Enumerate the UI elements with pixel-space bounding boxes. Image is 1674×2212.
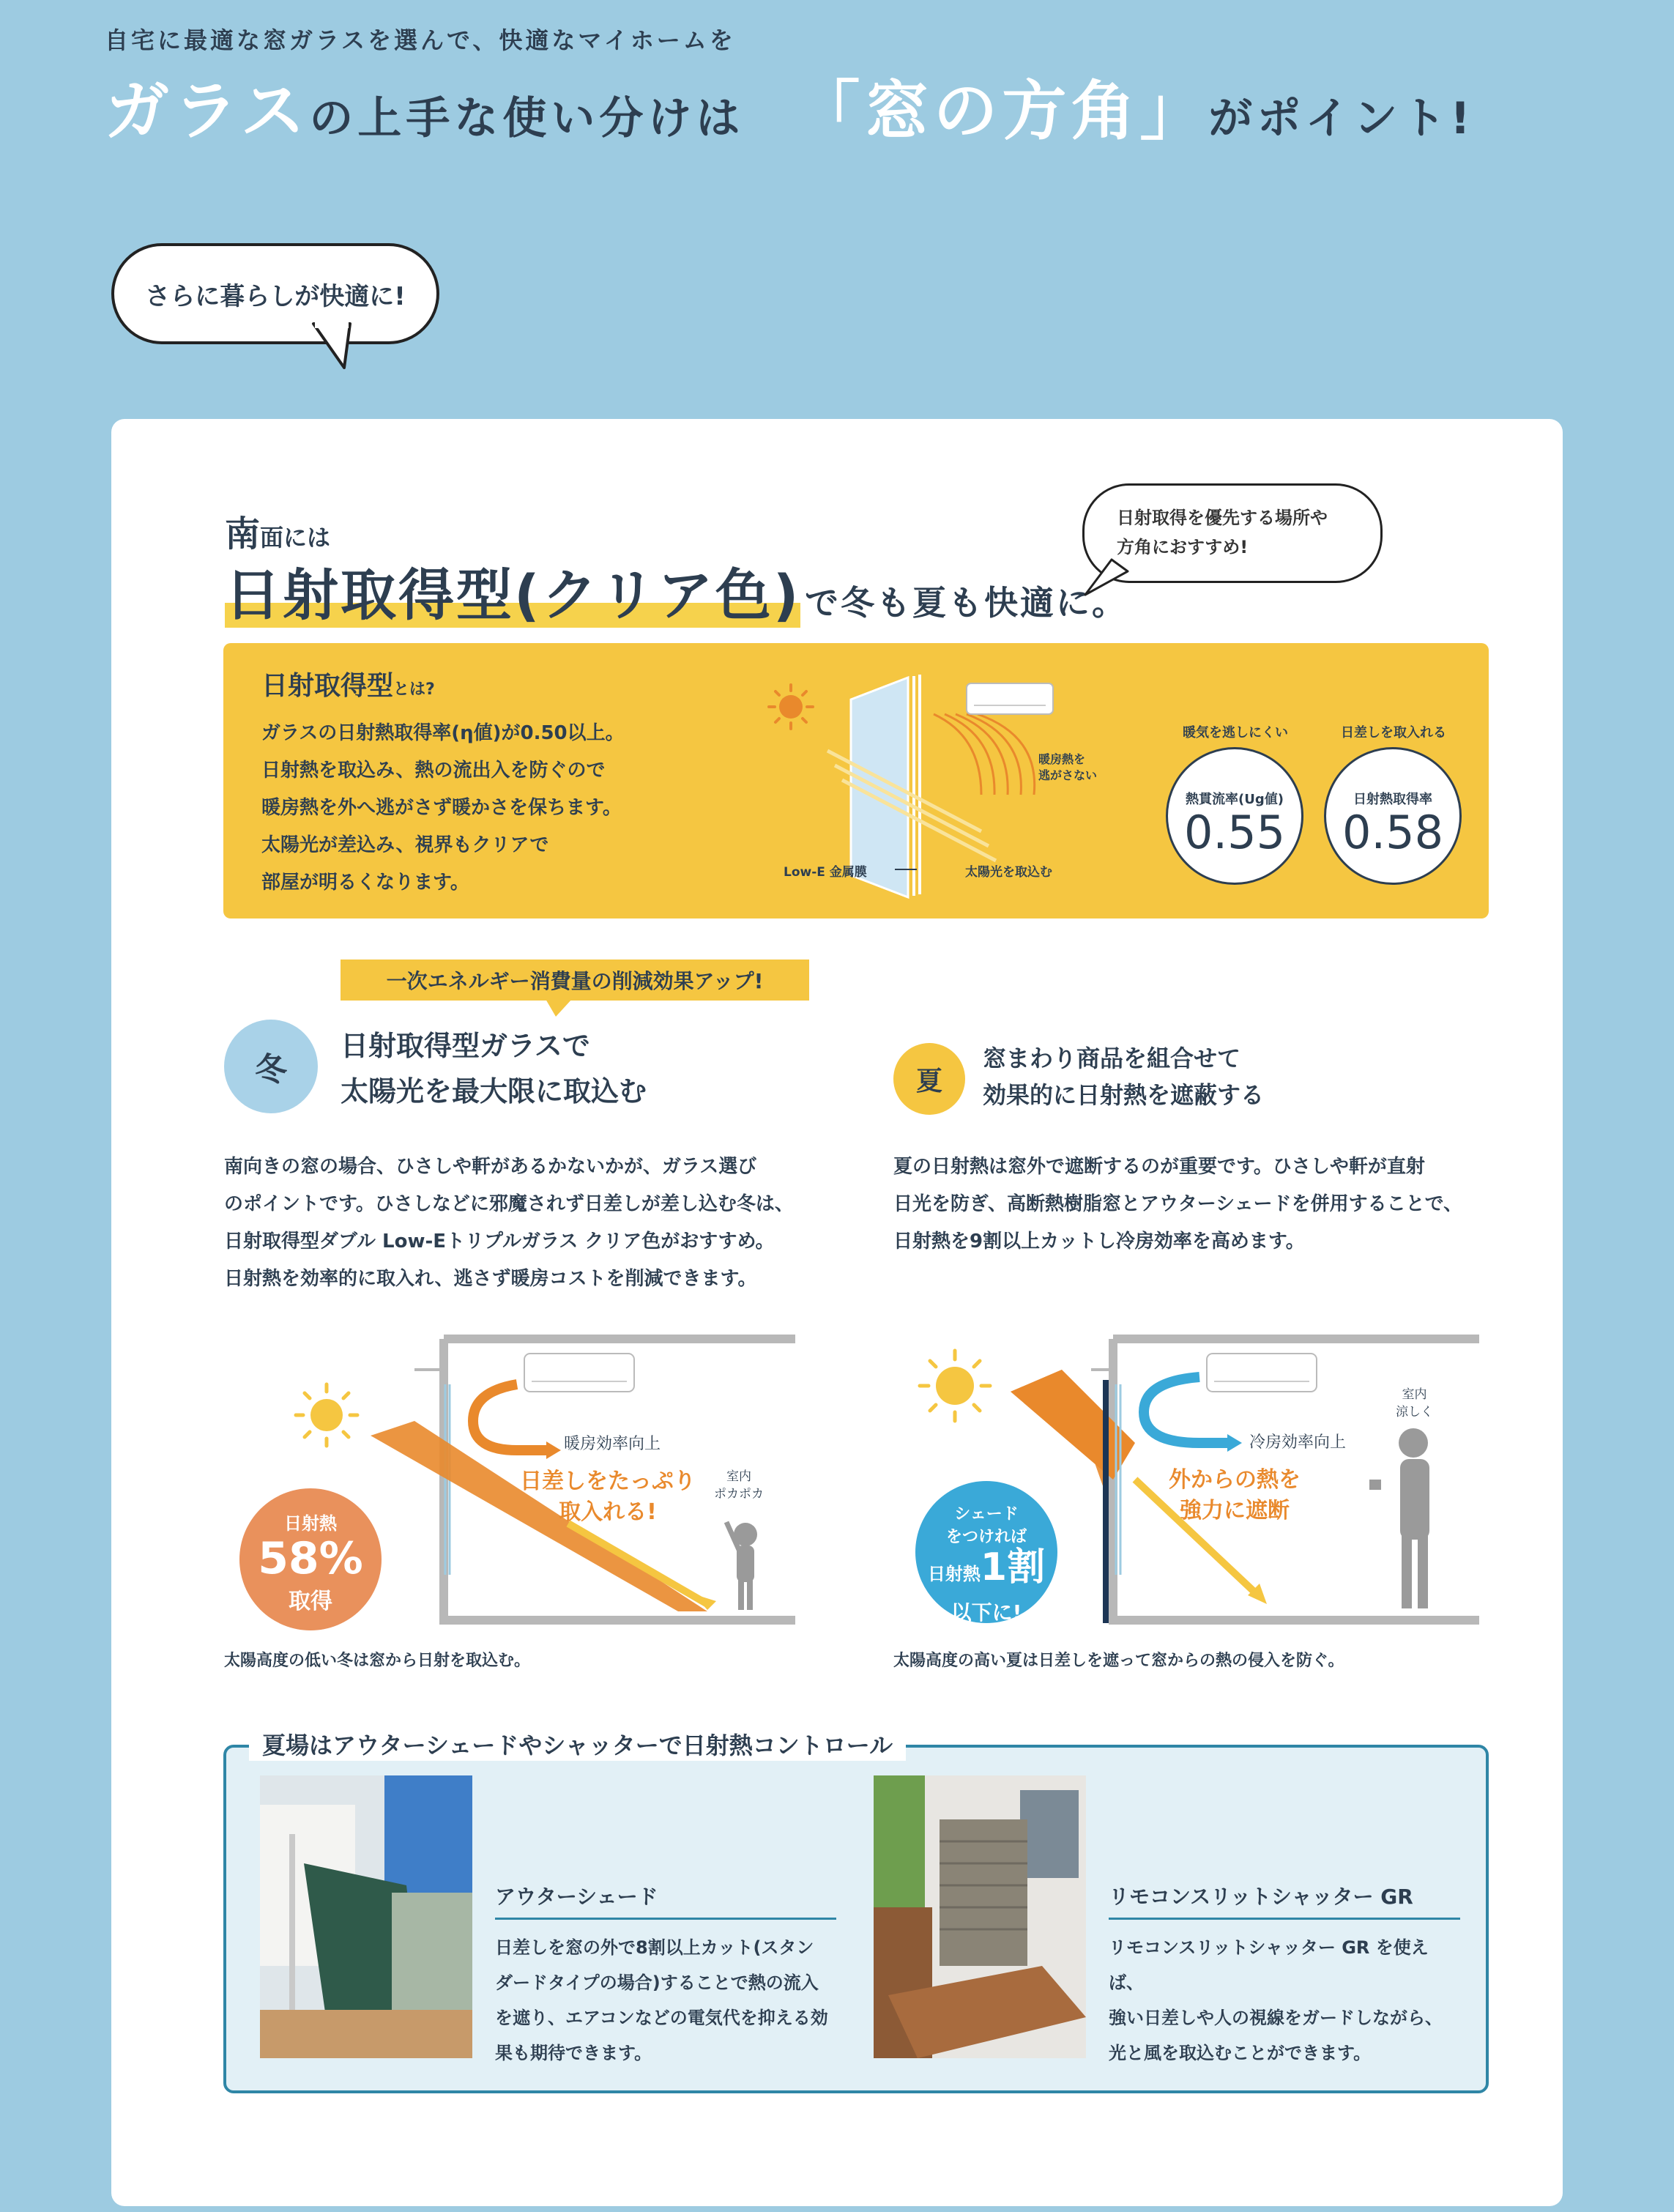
air-conditioner-icon	[967, 683, 1053, 714]
metric1-label: 熱貫流率(Ug値)	[1186, 792, 1284, 807]
sun-icon	[296, 1384, 357, 1446]
definition-text: ガラスの日射熱取得率(η値)が0.50以上。 日射熱を取込み、熱の流出入を防ぐので 暖房熱を外へ逃がさず暖かさを保ちます。 太陽光が差込み、視界もクリアで 部屋が明るくなります。	[261, 722, 625, 894]
lowe-label: Low-E 金属膜	[784, 865, 867, 880]
type-main: 日射取得型(クリア色)	[225, 563, 801, 628]
product-slit-shutter	[1109, 1881, 1460, 2071]
heat-retain-label: 暖房熱を 逃がさない	[1038, 752, 1098, 782]
summer-message: 外からの熱を 強力に遮断	[1169, 1467, 1301, 1523]
product-title: アウターシェード	[495, 1881, 836, 1920]
summer-body: 夏の日射熱は窓外で遮断するのが重要です。ひさしや軒が直射 日光を防ぎ、高断熱樹脂窓とアウターシェードを併用することで、 日射熱を9割以上カットし冷房効率を高めます。	[893, 1156, 1463, 1252]
page-subtitle: 自宅に最適な窓ガラスを選んで、快適なマイホームを	[105, 26, 736, 54]
summer-effect-label: 冷房効率向上	[1249, 1433, 1347, 1452]
product-body: リモコンスリットシャッター GR を使えば、 強い日差しや人の視線をガードしながら、 光と風を取込むことができます。	[1109, 1937, 1443, 2063]
bubble-tail-icon	[1082, 557, 1134, 601]
type-heading	[225, 551, 1128, 631]
type-tail: で冬も夏も快適に。	[805, 583, 1128, 623]
metric2-value: 0.58	[1342, 806, 1444, 859]
outer-shade-photo	[260, 1775, 472, 2058]
product-body: 日差しを窓の外で8割以上カット(スタン ダードタイプの場合)することで熱の流入 を遮り、エアコンなどの電気代を抑える効 果も期待できます。	[495, 1937, 828, 2063]
metric2-caption: 日差しを取入れる	[1341, 725, 1446, 741]
winter-effect-label: 暖房効率向上	[564, 1435, 661, 1453]
summer-caption: 太陽高度の高い夏は日差しを遮って窓からの熱の侵入を防ぐ。	[893, 1652, 1344, 1670]
energy-banner: 一次エネルギー消費量の削減効果アップ!	[341, 960, 809, 1001]
headline-point: がポイント!	[1208, 93, 1475, 144]
products-title: 夏場はアウターシェードやシャッターで日射熱コントロール	[249, 1727, 906, 1761]
metric1-caption: 暖気を逃しにくい	[1183, 725, 1288, 741]
air-conditioner-icon	[1207, 1354, 1317, 1392]
winter-body: 南向きの窓の場合、ひさしや軒があるかないかが、ガラス選び のポイントです。ひさしなどに邪魔されず日差しが差し込む冬は、 日射取得型ダブル Low-Eトリプルガラス クリア色がおすすめ。 日射熱を効率的に取入れ、逃さず暖房コストを削減できます。	[224, 1156, 794, 1290]
summer-badge: 夏	[893, 1043, 965, 1115]
speech-bubble-top: さらに暮らしが快適に!	[111, 243, 439, 344]
summer-room-label: 室内 涼しく	[1396, 1387, 1433, 1419]
metric2-label: 日射熱取得率	[1353, 792, 1432, 807]
sun-icon	[769, 685, 813, 729]
winter-badge: 冬	[224, 1020, 318, 1113]
sun-icon	[920, 1351, 990, 1421]
product-outer-shade	[495, 1881, 836, 2071]
headline-glass: ガラス	[105, 73, 310, 149]
south-label: 南面には	[225, 513, 331, 554]
metric1-value: 0.55	[1183, 806, 1286, 859]
headline-direction: 「窓の方角」	[795, 73, 1209, 149]
winter-room-label: 室内 ポカポカ	[714, 1469, 764, 1502]
speech-bubble-recommend: 日射取得を優先する場所や 方角におすすめ!	[1082, 483, 1383, 583]
banner-tail-icon	[546, 999, 575, 1018]
child-silhouette-icon	[726, 1522, 757, 1610]
definition-title: 日射取得型とは?	[261, 671, 435, 701]
adult-silhouette-icon	[1369, 1428, 1429, 1608]
headline-usage: の上手な使い分けは	[309, 93, 745, 144]
cool-arrow-icon	[1227, 1434, 1242, 1452]
air-conditioner-icon	[524, 1354, 634, 1392]
slit-shutter-photo	[874, 1775, 1086, 2058]
winter-caption: 太陽高度の低い冬は窓から日射を取込む。	[224, 1652, 531, 1670]
winter-message: 日差しをたっぷり 取入れる!	[520, 1469, 696, 1525]
heat-waves	[934, 714, 1035, 795]
winter-gain-circle: 日射熱 58% 取得	[239, 1488, 382, 1630]
product-title: リモコンスリットシャッター GR	[1109, 1881, 1460, 1920]
bubble-tail-icon	[308, 322, 366, 374]
summer-heading: 窓まわり商品を組合せて 効果的に日射熱を遮蔽する	[983, 1044, 1265, 1109]
sun-intake-label: 太陽光を取込む	[965, 865, 1052, 880]
window-glass	[1116, 1384, 1120, 1575]
warm-arrow-icon	[546, 1441, 561, 1459]
summer-block-circle: シェード をつければ 日射熱1割 以下に!	[915, 1481, 1057, 1623]
metric-ug-circle	[1166, 747, 1303, 885]
page-headline	[105, 60, 1475, 152]
winter-heading: 日射取得型ガラスで 太陽光を最大限に取込む	[341, 1030, 647, 1107]
metric-eta-circle	[1324, 747, 1462, 885]
